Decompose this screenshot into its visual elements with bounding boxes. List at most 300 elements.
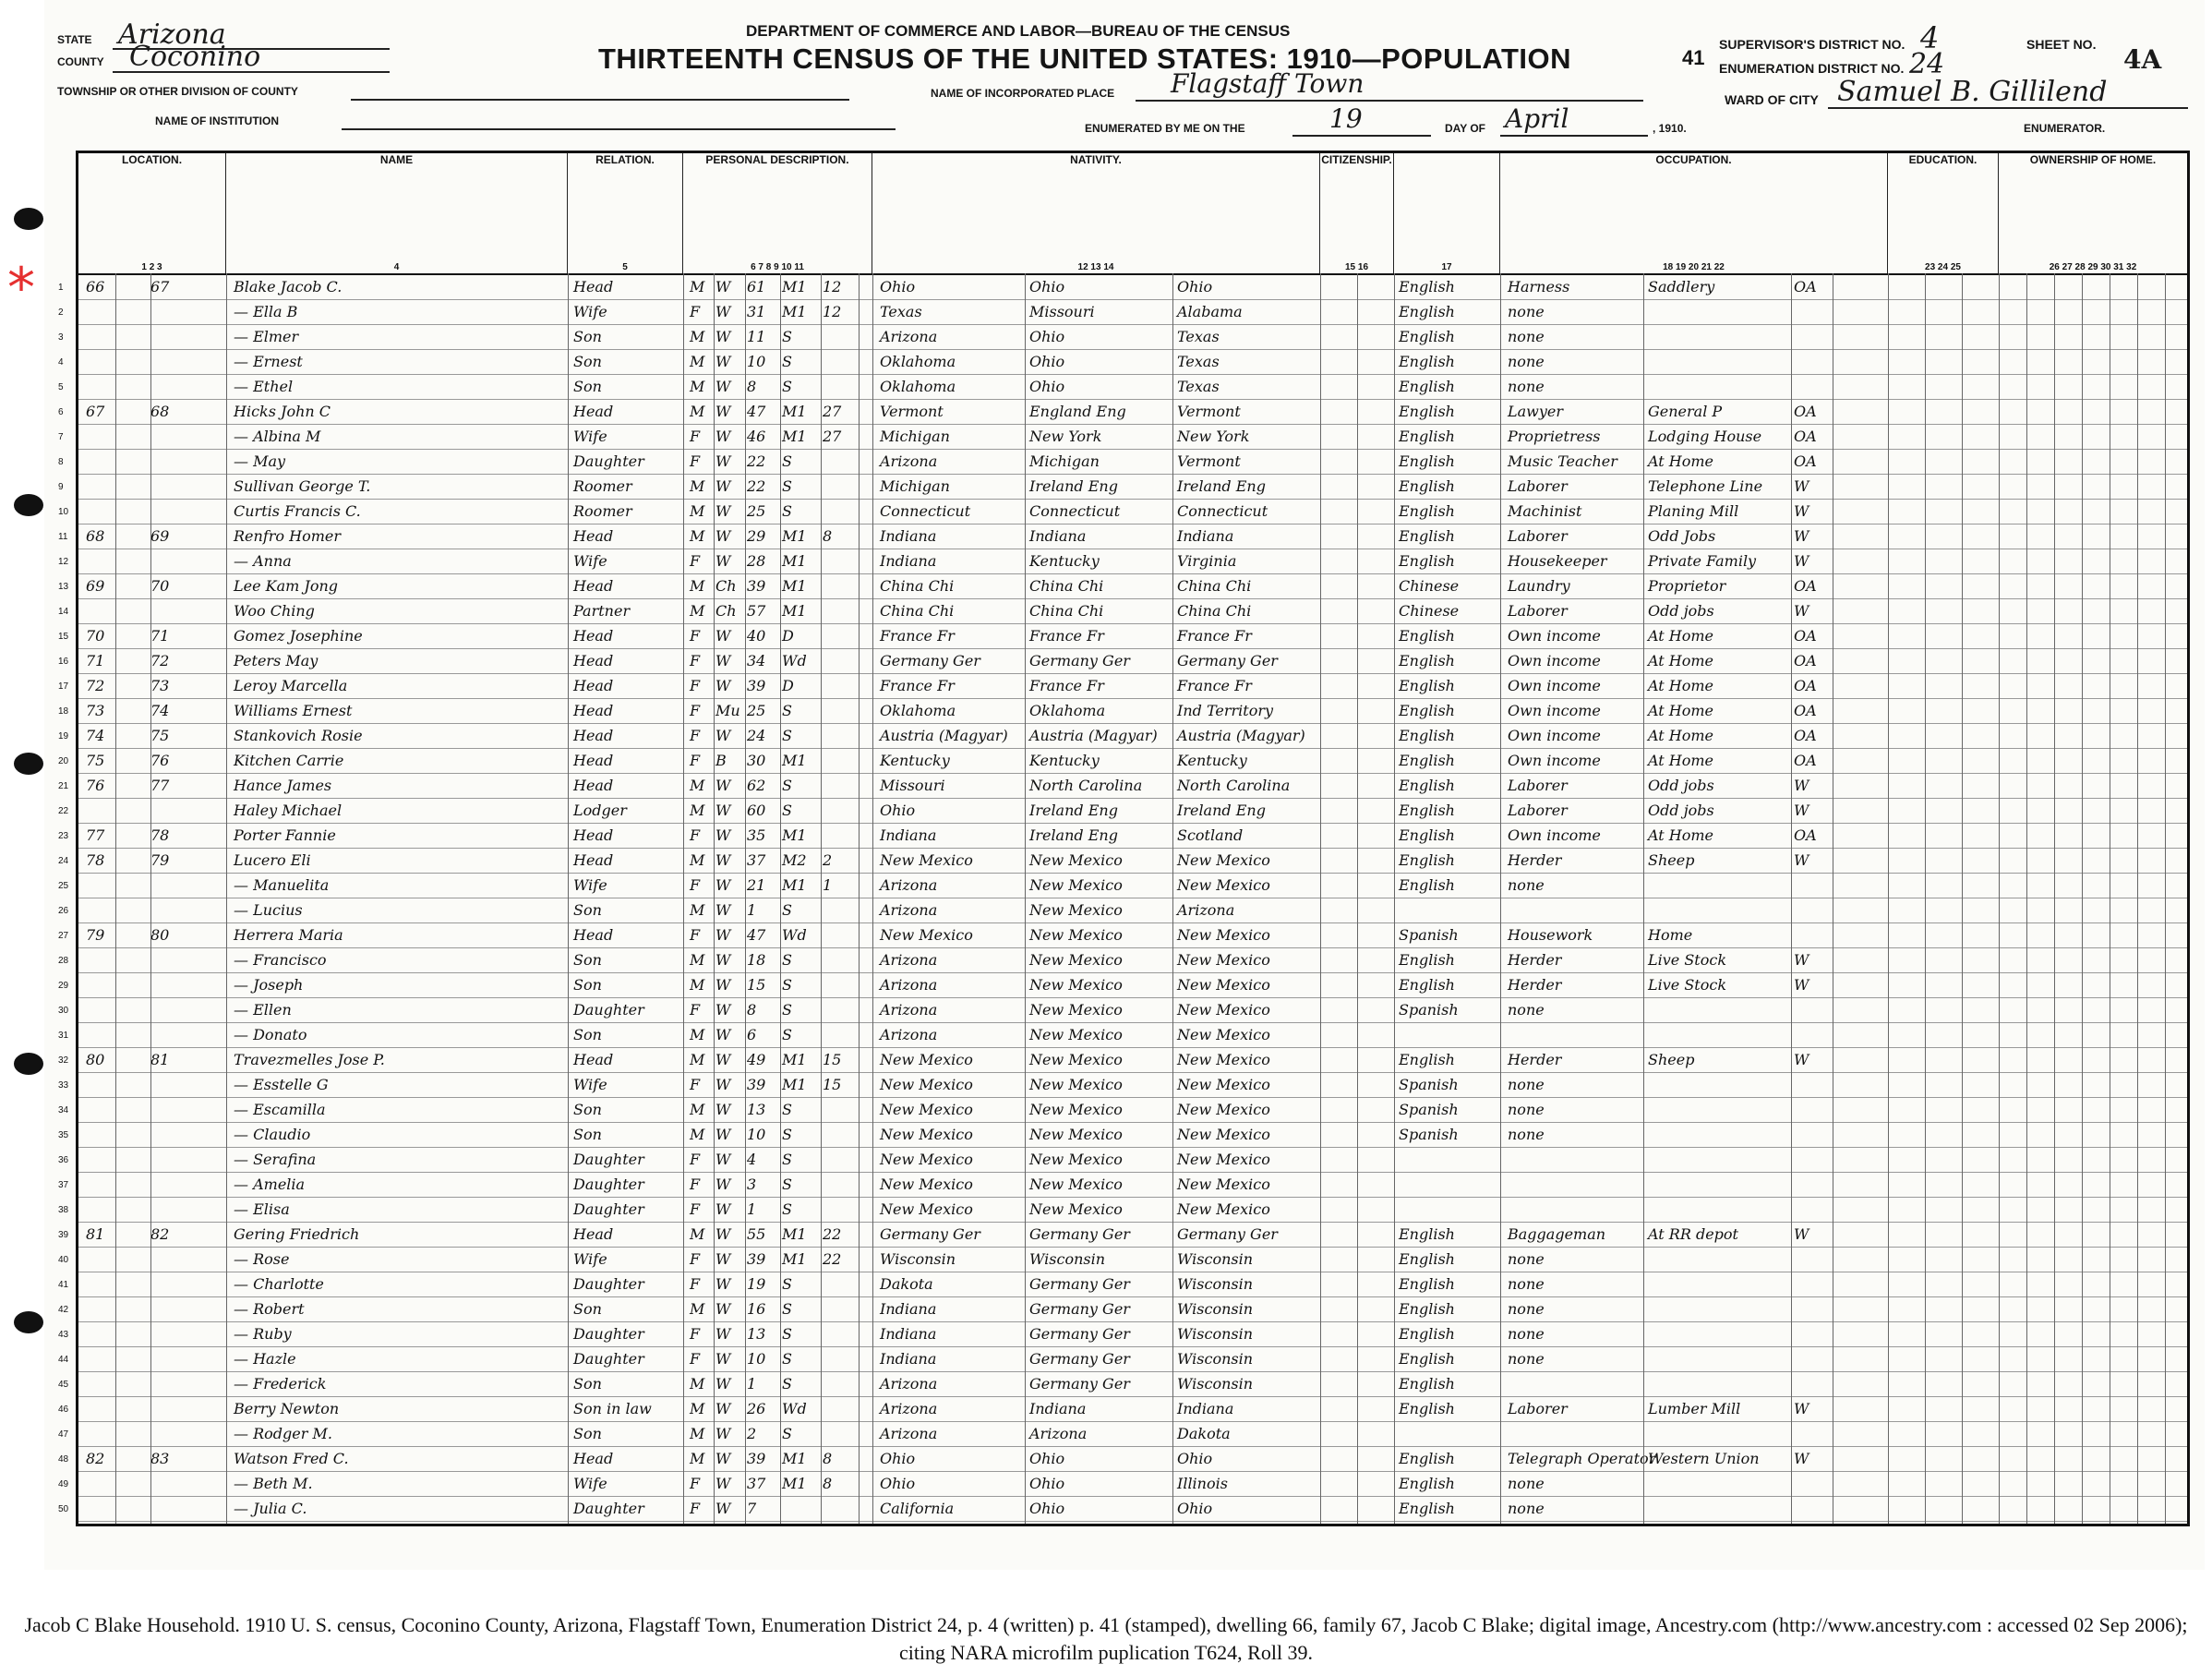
cell-lang: English [1399,851,1455,869]
cell-dw: 77 [86,826,105,844]
cell-name: Berry Newton [234,1400,340,1417]
cell-name: — Beth M. [234,1475,313,1492]
cell-rel: Head [573,1051,614,1068]
cell-rel: Head [573,677,614,694]
column-header-citizenship: CITIZENSHIP. 15 16 [1320,153,1394,273]
cell-born: Indiana [880,1300,937,1318]
cell-race: W [715,627,731,645]
cell-dw: 73 [86,702,105,719]
cell-sex: M [690,602,705,620]
cell-father: New Mexico [1029,1176,1123,1193]
cell-fam: 77 [150,777,170,794]
cell-mar: S [782,777,792,794]
cell-emp: OA [1794,428,1817,445]
cell-race: W [715,1051,731,1068]
cell-father: Germany Ger [1029,1325,1130,1343]
line-number: 43 [58,1330,69,1340]
cell-occ: Laborer [1508,602,1568,620]
cell-born: New Mexico [880,1101,973,1118]
cell-lang: English [1399,627,1455,645]
cell-fam: 75 [150,727,170,744]
cell-mother: Illinois [1177,1475,1228,1492]
cell-father: Ohio [1029,1500,1065,1517]
line-number: 18 [58,706,69,717]
line-number: 35 [58,1130,69,1140]
cell-sex: F [690,1500,701,1517]
cell-sex: M [690,1026,705,1043]
line-number: 39 [58,1230,69,1240]
cell-mother: China Chi [1177,577,1252,595]
cell-ind: At Home [1648,702,1714,719]
cell-race: W [715,552,731,570]
cell-sex: M [690,278,705,295]
cell-mar: M1 [782,1475,807,1492]
cell-father: Michigan [1029,452,1100,470]
cell-race: W [715,951,731,969]
cell-sex: F [690,1325,701,1343]
cell-mar: M1 [782,403,807,420]
cell-father: France Fr [1029,677,1104,694]
cell-mar: M1 [782,826,807,844]
cell-father: Ireland Eng [1029,802,1118,819]
cell-mother: New Mexico [1177,1200,1270,1218]
cell-mother: Dakota [1177,1425,1231,1442]
cell-mother: China Chi [1177,602,1252,620]
cell-race: W [715,328,731,345]
cell-sex: M [690,527,705,545]
cell-mar: S [782,802,792,819]
cell-name: Watson Fred C. [234,1450,349,1467]
cell-mar: S [782,502,792,520]
cell-lang: English [1399,677,1455,694]
cell-occ: Herder [1508,851,1562,869]
cell-mar: Wd [782,652,807,669]
cell-occ: Own income [1508,627,1601,645]
cell-age: 2 [747,1425,757,1442]
cell-mar: S [782,1275,792,1293]
cell-mar: Wd [782,926,807,944]
cell-father: Missouri [1029,303,1095,320]
cell-mother: Ohio [1177,278,1213,295]
cell-father: North Carolina [1029,777,1143,794]
cell-mar: M1 [782,428,807,445]
cell-yrs: 8 [823,1450,833,1467]
cell-father: Ohio [1029,1450,1065,1467]
cell-occ: Baggageman [1508,1225,1606,1243]
table-row [58,1123,2187,1148]
cell-mar: M1 [782,527,807,545]
cell-born: Indiana [880,1350,937,1368]
cell-lang: English [1399,502,1455,520]
cell-mother: Ohio [1177,1500,1213,1517]
table-row [58,849,2187,874]
table-row [58,300,2187,325]
cell-occ: Own income [1508,826,1601,844]
cell-mar: M1 [782,1225,807,1243]
cell-rel: Daughter [573,1176,644,1193]
cell-mother: Vermont [1177,452,1241,470]
cell-father: England Eng [1029,403,1126,420]
cell-age: 10 [747,353,766,370]
cell-lang: English [1399,752,1455,769]
cell-race: W [715,378,731,395]
column-header-nativity: NATIVITY. 12 13 14 [872,153,1320,273]
cell-age: 21 [747,876,766,894]
table-row [58,923,2187,948]
cell-rel: Daughter [573,452,644,470]
cell-father: New Mexico [1029,1001,1123,1019]
cell-race: W [715,851,731,869]
cell-lang: Chinese [1399,602,1460,620]
cell-mar: M1 [782,752,807,769]
line-number: 13 [58,582,69,592]
cell-race: W [715,527,731,545]
column-header-ownership: OWNERSHIP OF HOME. 26 27 28 29 30 31 32 [2029,153,2157,272]
line-number: 15 [58,632,69,642]
cell-lang: English [1399,1450,1455,1467]
cell-name: — Ernest [234,353,303,370]
cell-fam: 68 [150,403,170,420]
cell-age: 1 [747,901,757,919]
cell-sex: M [690,328,705,345]
cell-mar: M1 [782,1076,807,1093]
cell-age: 29 [747,527,766,545]
cell-father: Ohio [1029,378,1065,395]
cell-rel: Wife [573,1475,607,1492]
cell-race: W [715,802,731,819]
cell-lang: Spanish [1399,1101,1459,1118]
cell-race: W [715,727,731,744]
cell-ind: At Home [1648,652,1714,669]
cell-lang: English [1399,328,1455,345]
cell-born: New Mexico [880,1176,973,1193]
cell-emp: OA [1794,403,1817,420]
cell-rel: Head [573,652,614,669]
cell-occ: none [1508,1126,1545,1143]
cell-ind: Odd jobs [1648,802,1714,819]
cell-emp: OA [1794,452,1817,470]
cell-age: 39 [747,1076,766,1093]
cell-name: Blake Jacob C. [234,278,343,295]
cell-rel: Son [573,976,602,994]
cell-father: Arizona [1029,1425,1088,1442]
cell-sex: M [690,577,705,595]
cell-mar: S [782,328,792,345]
cell-name: Hance James [234,777,332,794]
cell-mar: S [782,452,792,470]
cell-sex: M [690,976,705,994]
cell-mother: Wisconsin [1177,1375,1254,1393]
cell-sex: M [690,1126,705,1143]
cell-race: W [715,876,731,894]
cell-fam: 73 [150,677,170,694]
cell-born: Ohio [880,278,916,295]
cell-sex: M [690,851,705,869]
cell-father: France Fr [1029,627,1104,645]
cell-mother: North Carolina [1177,777,1291,794]
cell-name: Hicks John C [234,403,331,420]
cell-ind: General P [1648,403,1723,420]
cell-mother: France Fr [1177,677,1252,694]
cell-sex: F [690,452,701,470]
cell-born: Arizona [880,328,938,345]
cell-sex: M [690,1450,705,1467]
table-row [58,1098,2187,1123]
cell-name: Gering Friedrich [234,1225,360,1243]
cell-race: W [715,1425,731,1442]
cell-lang: Spanish [1399,1076,1459,1093]
cell-born: Indiana [880,552,937,570]
cell-name: Williams Ernest [234,702,353,719]
cell-name: — Escamilla [234,1101,326,1118]
cell-mother: New Mexico [1177,1076,1270,1093]
cell-mother: Kentucky [1177,752,1247,769]
table-row [58,1297,2187,1322]
cell-mother: Germany Ger [1177,1225,1278,1243]
cell-name: — Julia C. [234,1500,307,1517]
cell-father: Wisconsin [1029,1250,1106,1268]
cell-mar: S [782,1300,792,1318]
cell-lang: English [1399,826,1455,844]
cell-mother: New Mexico [1177,1126,1270,1143]
cell-rel: Daughter [573,1151,644,1168]
place-label: NAME OF INCORPORATED PLACE [931,87,1115,100]
cell-mother: Indiana [1177,1400,1234,1417]
cell-race: W [715,901,731,919]
cell-father: Germany Ger [1029,1300,1130,1318]
cell-lang: English [1399,452,1455,470]
table-row [58,749,2187,774]
cell-occ: none [1508,378,1545,395]
cell-race: B [715,752,727,769]
cell-lang: English [1399,876,1455,894]
cell-sex: M [690,1425,705,1442]
cell-yrs: 15 [823,1051,842,1068]
cell-rel: Wife [573,1250,607,1268]
cell-father: New Mexico [1029,976,1123,994]
cell-rel: Head [573,403,614,420]
cell-mar: M1 [782,278,807,295]
line-number: 3 [58,332,64,343]
cell-name: Travezmelles Jose P. [234,1051,385,1068]
cell-rel: Son [573,1101,602,1118]
table-row [58,275,2187,300]
cell-yrs: 22 [823,1225,842,1243]
cell-born: Arizona [880,1026,938,1043]
cell-emp: W [1794,802,1809,819]
cell-fam: 79 [150,851,170,869]
state-label: STATE [57,33,92,46]
cell-father: China Chi [1029,602,1104,620]
cell-sex: F [690,1475,701,1492]
cell-mother: New Mexico [1177,1151,1270,1168]
cell-father: New Mexico [1029,876,1123,894]
cell-race: W [715,976,731,994]
table-row [58,1447,2187,1472]
cell-race: W [715,677,731,694]
cell-age: 35 [747,826,766,844]
cell-name: — May [234,452,286,470]
department-heading: DEPARTMENT OF COMMERCE AND LABOR—BUREAU OF THE CENSUS [746,22,1291,40]
line-number: 27 [58,931,69,941]
day-label: DAY OF [1445,122,1486,135]
cell-occ: none [1508,1350,1545,1368]
cell-mother: Indiana [1177,527,1234,545]
cell-occ: Harness [1508,278,1570,295]
cell-mother: Wisconsin [1177,1275,1254,1293]
cell-race: W [715,278,731,295]
table-row [58,1397,2187,1422]
cell-mar: S [782,378,792,395]
cell-mother: Texas [1177,328,1220,345]
cell-emp: OA [1794,278,1817,295]
cell-born: New Mexico [880,1051,973,1068]
cell-age: 1 [747,1375,757,1393]
cell-emp: W [1794,777,1809,794]
cell-name: — Esstelle G [234,1076,329,1093]
table-row [58,998,2187,1023]
cell-sex: F [690,1151,701,1168]
table-row [58,1223,2187,1248]
cell-emp: OA [1794,752,1817,769]
cell-rel: Head [573,1225,614,1243]
cell-emp: OA [1794,627,1817,645]
cell-name: — Francisco [234,951,327,969]
cell-name: Haley Michael [234,802,343,819]
enumerator-signature: Samuel B. Gillilend [1837,76,2108,108]
cell-mar: S [782,1151,792,1168]
table-row [58,1198,2187,1223]
cell-mar: Wd [782,1400,807,1417]
table-row [58,948,2187,973]
cell-race: W [715,926,731,944]
cell-fam: 76 [150,752,170,769]
cell-father: New Mexico [1029,1126,1123,1143]
cell-father: Connecticut [1029,502,1121,520]
cell-mar: M1 [782,303,807,320]
cell-lang: English [1399,1400,1455,1417]
table-row [58,624,2187,649]
cell-name: — Claudio [234,1126,311,1143]
cell-rel: Head [573,577,614,595]
cell-rel: Lodger [573,802,627,819]
cell-race: W [715,1225,731,1243]
cell-father: New York [1029,428,1102,445]
cell-occ: none [1508,303,1545,320]
cell-age: 37 [747,851,766,869]
cell-name: — Rose [234,1250,290,1268]
cell-ind: Sheep [1648,851,1695,869]
cell-mother: New Mexico [1177,1176,1270,1193]
cell-ind: Private Family [1648,552,1757,570]
county-label: COUNTY [57,55,104,68]
cell-dw: 75 [86,752,105,769]
cell-sex: F [690,1176,701,1193]
table-row [58,1322,2187,1347]
cell-mar: S [782,727,792,744]
table-row [58,325,2187,350]
cell-occ: Machinist [1508,502,1582,520]
line-number: 36 [58,1155,69,1165]
cell-ind: Home [1648,926,1693,944]
cell-born: Michigan [880,477,950,495]
cell-sex: F [690,677,701,694]
cell-lang: English [1399,1500,1455,1517]
cell-dw: 67 [86,403,105,420]
cell-mar: S [782,976,792,994]
line-number: 49 [58,1479,69,1489]
cell-emp: W [1794,1225,1809,1243]
cell-occ: Laborer [1508,1400,1568,1417]
cell-born: California [880,1500,955,1517]
cell-mother: Ind Territory [1177,702,1274,719]
line-number: 4 [58,357,64,368]
cell-father: New Mexico [1029,1151,1123,1168]
cell-occ: Herder [1508,976,1562,994]
table-row [58,1048,2187,1073]
line-number: 14 [58,607,69,617]
cell-born: Indiana [880,1325,937,1343]
cell-lang: English [1399,802,1455,819]
line-number: 21 [58,781,69,791]
line-number: 50 [58,1504,69,1514]
cell-born: Dakota [880,1275,933,1293]
cell-sex: F [690,727,701,744]
cell-rel: Son [573,1425,602,1442]
line-number: 10 [58,507,69,517]
cell-sex: M [690,502,705,520]
cell-lang: English [1399,727,1455,744]
sheet-label: SHEET NO. [2026,37,2097,52]
cell-occ: Own income [1508,727,1601,744]
cell-ind: At Home [1648,627,1714,645]
cell-occ: Herder [1508,1051,1562,1068]
cell-occ: Laundry [1508,577,1570,595]
cell-yrs: 2 [823,851,833,869]
cell-rel: Head [573,926,614,944]
cell-occ: none [1508,1076,1545,1093]
cell-father: New Mexico [1029,1026,1123,1043]
cell-born: China Chi [880,602,955,620]
cell-born: Arizona [880,1375,938,1393]
table-row [58,1472,2187,1497]
cell-lang: English [1399,303,1455,320]
cell-rel: Roomer [573,502,632,520]
cell-race: W [715,1400,731,1417]
table-row [58,500,2187,525]
cell-ind: Sheep [1648,1051,1695,1068]
cell-age: 28 [747,552,766,570]
cell-mother: New Mexico [1177,1001,1270,1019]
cell-mother: New Mexico [1177,876,1270,894]
table-row [58,350,2187,375]
cell-yrs: 15 [823,1076,842,1093]
cell-race: Ch [715,577,737,595]
stamped-page-number: 41 [1682,46,1705,69]
cell-rel: Head [573,777,614,794]
cell-age: 26 [747,1400,766,1417]
cell-yrs: 8 [823,1475,833,1492]
line-number: 32 [58,1055,69,1066]
cell-mar: M1 [782,1250,807,1268]
cell-race: W [715,1001,731,1019]
cell-lang: Spanish [1399,926,1459,944]
cell-age: 39 [747,1250,766,1268]
cell-ind: Telephone Line [1648,477,1763,495]
cell-age: 61 [747,278,766,295]
cell-age: 3 [747,1176,757,1193]
cell-born: Ohio [880,1450,916,1467]
